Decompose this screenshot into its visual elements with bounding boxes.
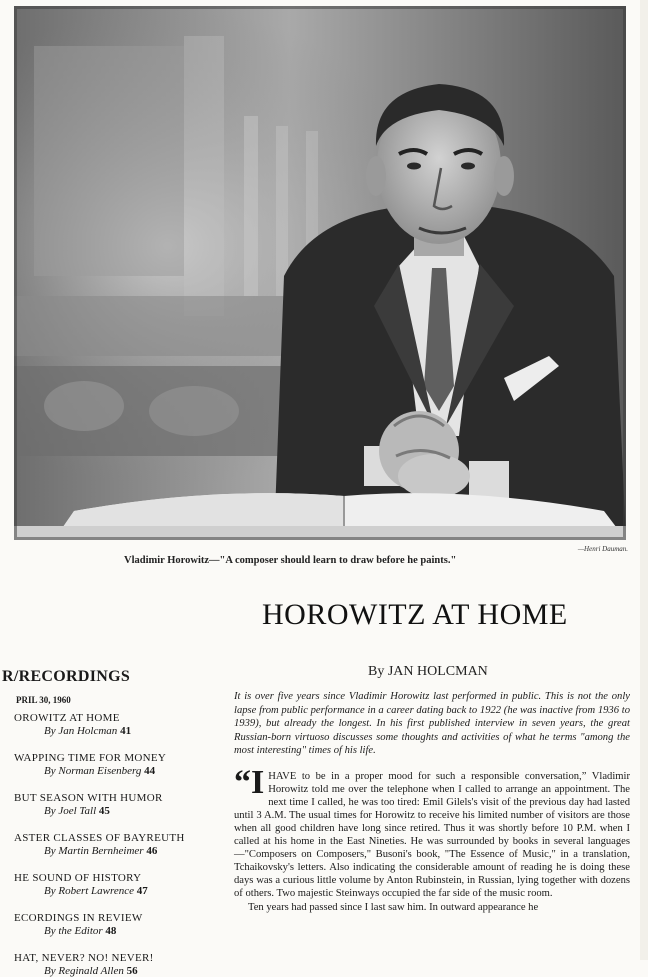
photo-caption: Vladimir Horowitz—"A composer should learn to draw before he paints.": [124, 555, 457, 566]
contents-item-title: ECORDINGS IN REVIEW: [14, 912, 143, 924]
contents-item: [14, 872, 148, 897]
issue-date: PRIL 30, 1960: [16, 695, 71, 705]
contents-item-author: By Jan Holcman: [44, 725, 118, 737]
contents-item-title: OROWITZ AT HOME: [14, 712, 120, 724]
contents-item: [14, 912, 143, 937]
article-paragraph: [234, 764, 630, 900]
contents-item-title: WAPPING TIME FOR MONEY: [14, 752, 167, 764]
contents-item-title: ASTER CLASSES OF BAYREUTH: [14, 832, 185, 844]
contents-title: R/RECORDINGS: [2, 668, 131, 685]
contents-item-author: By Robert Lawrence: [44, 885, 135, 897]
portrait-photo: [14, 6, 626, 540]
contents-item-page: 41: [120, 725, 132, 737]
contents-item: [14, 752, 166, 777]
contents-item: [14, 712, 131, 737]
photo-credit: —Henri Dauman.: [577, 545, 628, 553]
contents-item-page: 44: [144, 765, 156, 777]
paragraph-text: HAVE to be in a proper mood for such a responsible conversation,” Vladimir Horowitz told me over the telephone when I called to arrange an appointment. The next time I called, he was too tired: Emil Gilels's visit of the previous day had lasted until 3 A.M. The usual times for Horowitz to receive his limited number of visitors are those when all good children have long since retired. Thus it was shortly before 10 P.M. when I called at his home in the East Nineties. He was surrounded by books in several languages —"Composers on Composers," Busoni's book, "The Essence of Music," in a translation, Tchaikovsky's letters. Also indicating the considerable amount of reading he is doing these days was a curious little volume by Anton Rubinstein, in Russian, lying together with dozens of others. Two majestic Steinways occupied the far side of the music room.: [234, 771, 630, 899]
contents-item: [14, 832, 185, 857]
contents-item-author: By Reginald Allen: [44, 965, 124, 977]
article-paragraph: Ten years had passed since I last saw him. In outward appearance he: [248, 902, 539, 913]
contents-item-page: 45: [98, 805, 110, 817]
contents-item-title: HE SOUND OF HISTORY: [14, 872, 142, 884]
contents-item: [14, 792, 163, 817]
portrait-illustration: [14, 6, 626, 540]
contents-item-page: 47: [136, 885, 148, 897]
drop-cap: “I: [234, 764, 265, 801]
contents-item-page: 46: [146, 845, 158, 857]
article-byline: By JAN HOLCMAN: [368, 664, 488, 679]
contents-item-author: By the Editor: [44, 925, 103, 937]
contents-item-author: By Norman Eisenberg: [44, 765, 142, 777]
contents-item-title: BUT SEASON WITH HUMOR: [14, 792, 163, 804]
article-headline: HOROWITZ AT HOME: [262, 598, 568, 631]
article-body: [234, 764, 630, 914]
contents-item-page: 48: [105, 925, 117, 937]
contents-item-author: By Joel Tall: [44, 805, 97, 817]
article-intro: It is over five years since Vladimir Horowitz last performed in public. This is not the only lapse from public performance in a career dating back to 1922 (he was inactive from 1936 to 1939), but already the longest. In his first published interview in seven years, the great Russian-born virtuoso discusses some thoughts and activities of what he terms "among the most interesting" times of his life.: [234, 691, 630, 756]
contents-item: [14, 952, 154, 977]
page-edge: [640, 0, 648, 960]
contents-item-page: 56: [126, 965, 138, 977]
contents-item-author: By Martin Bernheimer: [44, 845, 144, 857]
contents-item-title: HAT, NEVER? NO! NEVER!: [14, 952, 154, 964]
